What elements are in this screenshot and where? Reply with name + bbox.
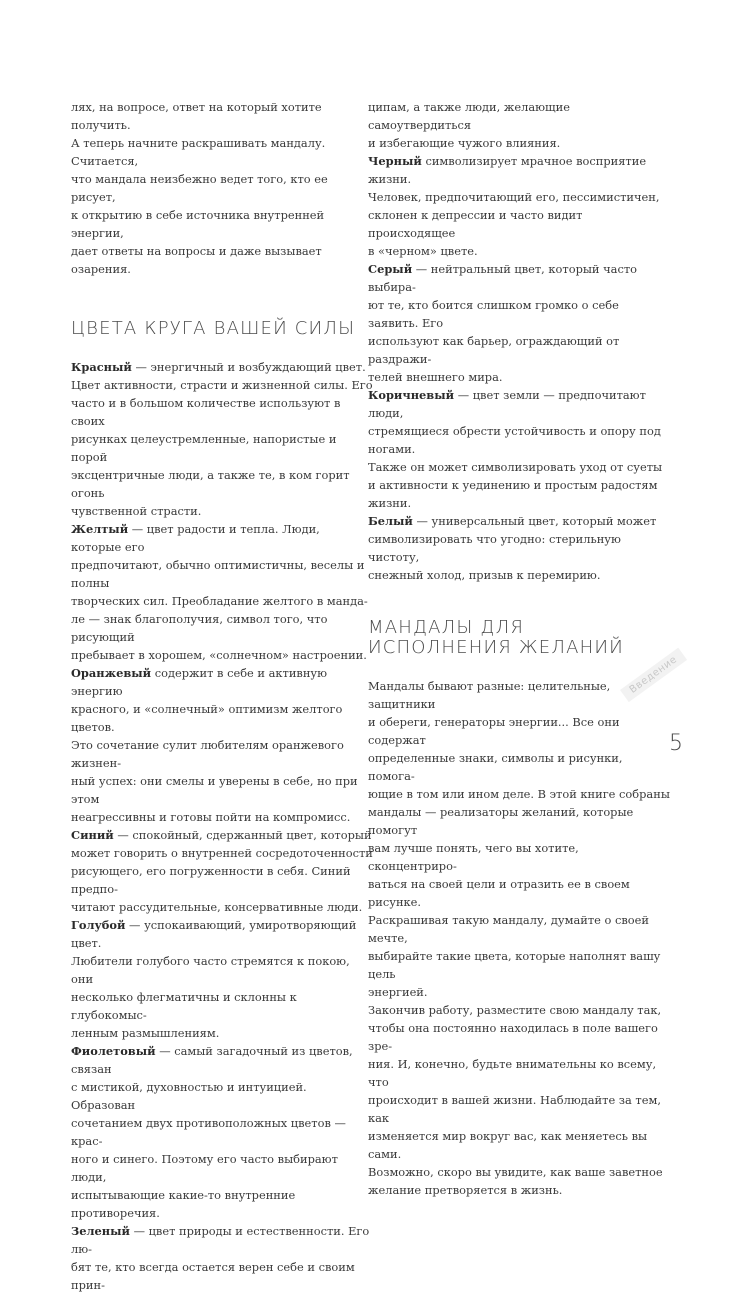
color-entry-white: Белый — универсальный цвет, который может символизировать что угодно: стерильную чистоту, снежный холод, призыв к перемирию. bbox=[368, 514, 657, 582]
color-entry-gray: Серый — нейтральный цвет, который часто выбира- ют те, кто боится слишком громко о себе заявить. Его используют как барьер, ограждающий от раздражи- телей внешнего мира. bbox=[368, 262, 637, 384]
left-column bbox=[71, 98, 373, 1294]
page-number: 5 bbox=[669, 731, 683, 756]
color-entry-orange: Оранжевый содержит в себе и активную энергию красного, и «солнечный» оптимизм желтого цветов. Это сочетание сулит любителям оранжевого жизнен- ный успех: они смелы и уверены в себе, но при этом неагрессивны и готовы пойти на компромисс. bbox=[71, 666, 358, 824]
color-entry-black: Черный символизирует мрачное восприятие жизни. Человек, предпочитающий его, пессимистичен, склонен к депрессии и часто видит происходящее в «черном» цвете. bbox=[368, 154, 660, 258]
color-term: Оранжевый bbox=[71, 666, 152, 680]
color-term: Коричневый bbox=[368, 388, 455, 402]
color-entry-green: Зеленый — цвет природы и естественности. Его лю- бят те, кто всегда остается верен себе и своим прин- bbox=[71, 1224, 370, 1292]
color-entry-yellow: Желтый — цвет радости и тепла. Люди, которые его предпочитают, обычно оптимистичны, веселы и полны творческих сил. Преобладание желтого в манда- ле — знак благополучия, символ того, что рисующий пребывает в хорошем, «солнечном» настроении. bbox=[71, 522, 368, 662]
color-term: Голубой bbox=[71, 918, 126, 932]
color-entry-violet: Фиолетовый — самый загадочный из цветов, связан с мистикой, духовностью и интуицией. Образован сочетанием двух противоположных цветов — крас- ного и синего. Поэтому его часто выбирают люди, испытывающие какие-то внутренние противоречия. bbox=[71, 1044, 353, 1220]
section-tab: Введение bbox=[620, 648, 687, 702]
wishes-paragraph: Мандалы бывают разные: целительные, защитники и обереги, генераторы энергии... Все они содержат определенные знаки, символы и рисунки, помога- ющие в том или ином деле. В этой книге собраны мандалы — реализаторы желаний, которые помогут вам лучше понять, чего вы хотите, сконцентриро- ваться на своей цели и отразить ее в своем рисунке. Раскрашивая такую мандалу, думайте о своей мечте, выбирайте такие цвета, которые наполнят вашу цель энергией. bbox=[368, 679, 670, 999]
intro-text: лях, на вопросе, ответ на который хотите получить. А теперь начните раскрашивать мандалу. Считается, что мандала неизбежно ведет того, кто ее рисует, к открытию в себе источника внутренней энергии, дает ответы на вопросы и даже вызывает озарения. bbox=[71, 100, 328, 276]
color-term: Зеленый bbox=[71, 1224, 130, 1238]
wishes-paragraph: Закончив работу, разместите свою мандалу так, чтобы она постоянно находилась в поле вашего зре- ния. И, конечно, будьте внимательны ко всему, что происходит в вашей жизни. Наблюдайте за тем, как изменяется мир вокруг вас, как меняетесь вы сами. Возможно, скоро вы увидите, как ваше заветное желание претворяется в жизнь. bbox=[368, 1003, 663, 1197]
color-term: Красный bbox=[71, 360, 132, 374]
color-term: Синий bbox=[71, 828, 114, 842]
color-entry-blue: Синий — спокойный, сдержанный цвет, который может говорить о внутренней сосредоточенности рисующего, его погруженности в себя. Синий предпо- читают рассудительные, консервативные люди. bbox=[71, 828, 373, 914]
color-entry-brown: Коричневый — цвет земли — предпочитают люди, стремящиеся обрести устойчивость и опору под ногами. Также он может символизировать уход от суеты и активности к уединению и простым радостям жизни. bbox=[368, 388, 663, 510]
right-column bbox=[368, 98, 670, 1199]
color-entry-red: Красный — энергичный и возбуждающий цвет. Цвет активности, страсти и жизненной силы. Его часто и в большом количестве используют в своих рисунках целеустремленные, напористые и порой эксцентричные люди, а также те, в ком горит огонь чувственной страсти. bbox=[71, 360, 373, 518]
section-heading-colors: ЦВЕТА КРУГА ВАШЕЙ СИЛЫ bbox=[71, 318, 356, 339]
section-heading-wishes: МАНДАЛЫ ДЛЯ ИСПОЛНЕНИЯ ЖЕЛАНИЙ bbox=[368, 617, 624, 658]
color-term: Фиолетовый bbox=[71, 1044, 156, 1058]
continuation-text: ципам, а также люди, желающие самоутвердиться и избегающие чужого влияния. bbox=[368, 100, 570, 150]
color-term: Желтый bbox=[71, 522, 129, 536]
color-entry-light-blue: Голубой — успокаивающий, умиротворяющий цвет. Любители голубого часто стремятся к покою, они несколько флегматичны и склонны к глубокомыс- ленным размышлениям. bbox=[71, 918, 357, 1040]
color-term: Белый bbox=[368, 514, 413, 528]
color-term: Черный bbox=[368, 154, 422, 168]
color-term: Серый bbox=[368, 262, 413, 276]
